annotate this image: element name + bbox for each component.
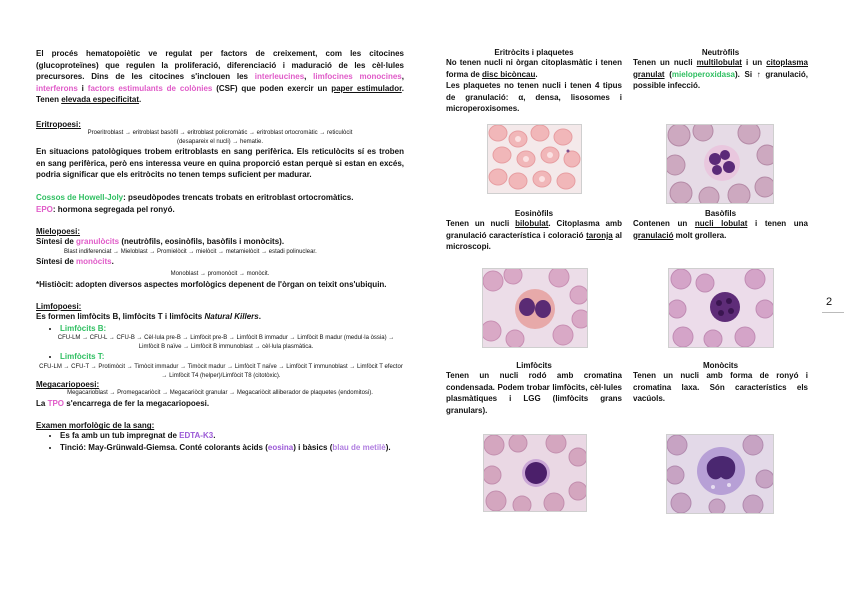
monocits-micrograph bbox=[667, 435, 773, 513]
factors-term: factors estimulants de colònies bbox=[87, 83, 213, 93]
monocits-term: monòcits bbox=[76, 257, 112, 267]
especificitat: elevada especificitat bbox=[61, 95, 140, 105]
limfocits-title: Limfòcits bbox=[516, 361, 552, 370]
intro-text: (CSF) que poden exercir un bbox=[212, 83, 332, 93]
tpo-line bbox=[36, 398, 404, 410]
txt: ). bbox=[385, 443, 391, 453]
neutrofils-text bbox=[633, 57, 808, 92]
txt: La bbox=[36, 398, 48, 408]
eritrocits-block bbox=[446, 48, 622, 115]
plaquetes-text: Les plaquetes no tenen nucli i tenen 4 tipus de granulació: α, densa, lisosomes i microperoxisomes. bbox=[446, 81, 622, 114]
interferons-term: interferons bbox=[36, 83, 78, 93]
txt: Contenen un bbox=[633, 219, 695, 228]
txt: al microscopi. bbox=[446, 230, 622, 252]
histiocit-note: *Histiòcit: adopten diversos aspectes morfològics depenent de l'òrgan on teixit ons'ubiquin. bbox=[36, 279, 387, 289]
basofils-block bbox=[633, 209, 808, 241]
blau-metile-term: blau de metilè bbox=[332, 443, 386, 453]
intro-text: . Tenen bbox=[36, 83, 404, 105]
limfopoesi-intro bbox=[36, 311, 404, 323]
eritropoesi-text: En situacions patològiques trobem eritroblasts en sang perifèrica. Els reticulòcits sí es troben en sang perifèrica, però ens interessa veure en quina proporció estan perquè si estan en excés, podria significar que els eritròcits no tenen temps suficient per madurar. bbox=[36, 147, 404, 180]
limfocits-text: Tenen un nucli rodó amb cromatina condensada. Podem trobar limfòcits, cèl·lules plasmàtiques i LGG (limfòcits grans granulars). bbox=[446, 371, 622, 415]
nk-term: Natural Killers bbox=[204, 312, 259, 322]
examen-heading: Examen morfològic de la sang: bbox=[36, 421, 155, 431]
monocits-block bbox=[633, 361, 808, 405]
eosinofils-image bbox=[482, 268, 588, 348]
txt: . bbox=[535, 69, 538, 79]
citoplasma-granulat: citoplasma granulat bbox=[633, 58, 808, 79]
txt: Es fa amb un tub impregnat de bbox=[60, 431, 180, 441]
examen-item-edta bbox=[60, 430, 404, 442]
eosinofils-title: Eosinòfils bbox=[514, 209, 554, 218]
limfocits-t-label: Limfòcits T: bbox=[60, 352, 105, 362]
limfocits-b-label: Limfòcits B: bbox=[60, 323, 107, 333]
eosinofils-text bbox=[446, 218, 622, 253]
howell-joly-term: Cossos de Howell-Joly bbox=[36, 192, 124, 202]
limfocits-image bbox=[483, 434, 587, 512]
examen-item-tincio bbox=[60, 442, 404, 454]
mieloperoxidasa-term: mieloperoxidasa bbox=[671, 69, 735, 79]
eritrocits-text bbox=[446, 57, 622, 80]
txt: . bbox=[213, 431, 216, 441]
eritrocits-image bbox=[487, 124, 582, 194]
epo-term: EPO bbox=[36, 204, 53, 214]
interleucines-term: interleucines bbox=[254, 72, 305, 82]
txt: i un bbox=[741, 58, 767, 67]
limfocits-micrograph bbox=[484, 435, 586, 511]
limfocits-list bbox=[36, 323, 404, 381]
txt: i tenen una bbox=[747, 219, 809, 228]
txt: ( bbox=[664, 69, 672, 79]
eosina-term: eosina bbox=[267, 443, 294, 453]
monocits-image bbox=[666, 434, 774, 514]
intro-text: . bbox=[139, 95, 142, 105]
megacariopoesi-chain: Megacarioblast → Promegacariòcit → Megacariòcit granular → Megacariòcit alliberador de plaquetes (endomitosi). bbox=[67, 390, 373, 397]
neutrofils-title: Neutròfils bbox=[701, 48, 740, 57]
megacariopoesi-heading: Megacariopoesi: bbox=[36, 380, 100, 390]
howell-joly-text: : pseudòpodes trencats trobats en eritroblast ortocromàtics. bbox=[123, 192, 354, 202]
tpo-term: TPO bbox=[47, 398, 65, 408]
txt: Tenen un nucli bbox=[446, 219, 516, 228]
sintesi-granulocits bbox=[36, 236, 404, 248]
neutrofils-block bbox=[633, 48, 808, 92]
sep: , bbox=[401, 72, 404, 82]
page-number: 2 bbox=[826, 296, 833, 308]
howell-joly-line bbox=[36, 192, 404, 204]
limfocits-t-chain: CFU-LM → CFU-T → Protimòcit → Timòcit immadur → Timòcit madur → Limfòcit T naïve → Limfòcit T immunoblast → Limfòcit T efector → Limfòcit T4 (helper)/Limfòcit T8 (citotòxic). bbox=[39, 364, 403, 379]
neutrofils-micrograph bbox=[667, 125, 773, 203]
taronja: taronja bbox=[586, 230, 613, 240]
sintesi-monocits bbox=[36, 256, 404, 268]
eosinofils-micrograph bbox=[483, 269, 587, 347]
eritrocits-micrograph bbox=[488, 125, 581, 193]
page-number-rule bbox=[822, 312, 844, 313]
limfopoesi-heading: Limfopoesi: bbox=[36, 302, 82, 312]
txt: s'encarrega de fer la megacariopoesi. bbox=[64, 398, 210, 408]
examen-list bbox=[36, 430, 404, 453]
basofils-text bbox=[633, 218, 808, 241]
limfocits-b-item bbox=[57, 323, 404, 352]
epo-text: : hormona segregada pel ronyó. bbox=[52, 204, 175, 214]
txt: No tenen nucli ni òrgan citoplasmàtic i tenen forma de bbox=[446, 58, 622, 79]
limfocits-b-chain: CFU-LM → CFU-L → CFU-B → Cèl·lula pre-B → Limfòcit pre-B → Limfòcit B immadur → Limfòcit B madur (medul·la òssia) → Limfòcit B naïve → Limfòcit B immunoblast → cèl·lula plasmàtica. bbox=[57, 335, 395, 350]
basofils-micrograph bbox=[669, 269, 773, 347]
eritropoesi-chain: Proeritroblast → eritroblast basòfil → eritroblast policromàtic → eritroblast ortocromàtic → reticulòcit (desapareix el nucli) → hematie. bbox=[87, 129, 353, 145]
neutrofils-image bbox=[666, 124, 774, 204]
txt: (neutròfils, eosinòfils, basòfils i monòcits). bbox=[119, 237, 285, 247]
nucli-lobulat: nucli lobulat bbox=[694, 219, 748, 228]
bilobulat: bilobulat bbox=[515, 219, 549, 228]
txt: ) i bàsics ( bbox=[293, 443, 333, 453]
granulacio: granulació bbox=[633, 230, 674, 240]
txt: . Citoplasma amb granulació característica i coloració bbox=[446, 219, 622, 240]
limfocines-term: limfocines monocines bbox=[313, 72, 402, 82]
limfocits-t-item bbox=[39, 351, 404, 380]
eosinofils-block bbox=[446, 209, 622, 253]
limfocits-block bbox=[446, 361, 622, 416]
granulocits-term: granulòcits bbox=[76, 237, 120, 247]
eritrocits-title: Eritròcits i plaquetes bbox=[494, 48, 574, 57]
txt: . bbox=[258, 312, 261, 322]
left-column bbox=[36, 48, 404, 454]
basofils-image bbox=[668, 268, 774, 348]
txt: Es formen limfòcits B, limfòcits T i limfòcits bbox=[36, 312, 205, 322]
mielopoesi-heading: Mielopoesi: bbox=[36, 227, 81, 237]
mielopoesi-chain1: Blast indiferenciat → Mieloblast → Promielòcit → mielòcit → metamielòcit → estadi polinuclear. bbox=[64, 248, 317, 255]
txt: ). Si ↑ granulació, possible infecció. bbox=[633, 69, 808, 91]
monocits-text: Tenen un nucli amb forma de ronyó i cromatina laxa. Són característics els vacúols. bbox=[633, 371, 808, 404]
paper-estimulador: paper estimulador bbox=[331, 83, 402, 93]
monocits-title: Monòcits bbox=[702, 361, 739, 370]
epo-line bbox=[36, 204, 404, 216]
eritropoesi-heading: Eritropoesi: bbox=[36, 119, 81, 129]
sep: , bbox=[304, 72, 314, 82]
edta-term: EDTA-K3 bbox=[179, 431, 214, 441]
txt: . bbox=[111, 257, 114, 267]
mielopoesi-chain2: Monoblast → promonòcit → monòcit. bbox=[170, 270, 270, 277]
intro-paragraph bbox=[36, 48, 404, 106]
txt: Tenen un nucli bbox=[633, 58, 697, 67]
txt: Tinció: May-Grünwald-Giemsa. Conté colorants àcids ( bbox=[60, 443, 268, 453]
conj: i bbox=[77, 83, 88, 93]
disc-biconcau: disc bicòncau bbox=[482, 69, 536, 79]
intro-text: El procés hematopoiètic ve regulat per factors de creixement, com les citocines (glucoproteïnes) que regulen la proliferació, diferenciació i maduració de les cèl·lules precursores. Dins de les citocines s'inclouen les bbox=[36, 49, 404, 82]
basofils-title: Basòfils bbox=[704, 209, 737, 218]
multilobulat: multilobulat bbox=[696, 58, 742, 67]
txt: Síntesi de bbox=[36, 237, 77, 247]
txt: Síntesi de bbox=[36, 257, 77, 267]
txt: molt grollera. bbox=[673, 230, 727, 240]
